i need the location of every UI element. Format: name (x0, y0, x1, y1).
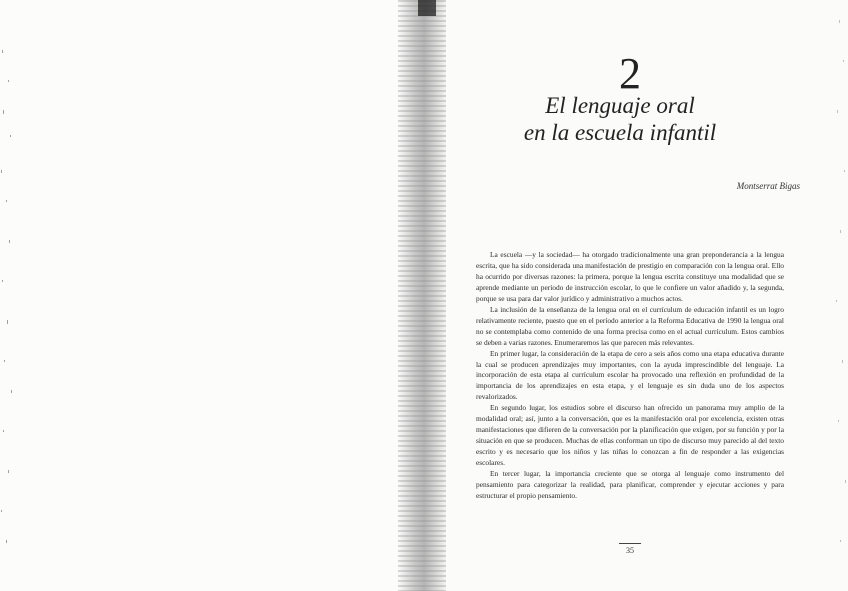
gutter-shadow (418, 0, 436, 16)
page-number: 35 (626, 546, 634, 555)
chapter-number: 2 (619, 49, 641, 98)
chapter-title (480, 92, 760, 146)
page-edge-noise-right (834, 0, 848, 591)
body-text (476, 250, 784, 502)
paragraph: La inclusión de la enseñanza de la lengua oral en el currículum de educación infantil es un logro relativamente reciente, puesto que en el período anterior a la Reforma Educativa de 1990 la lengua oral no se contemplaba como contenido de una forma precisa como en el actual currículum. Estos cambios se deben a varias razones. Enumeraremos las que parecen más relevantes. (476, 304, 784, 347)
paragraph: En tercer lugar, la importancia creciente que se otorga al lenguaje como instrumento del pensamiento para categorizar la realidad, para planificar, comprender y ejecutar acciones y para estructurar el propio pensamiento. (476, 469, 784, 500)
chapter-title-line-2: en la escuela infantil (523, 120, 717, 145)
book-gutter (398, 0, 446, 591)
paragraph: En primer lugar, la consideración de la etapa de cero a seis años como una etapa educativa durante la cual se producen aprendizajes muy importantes, con la ayuda imprescindible del lenguaje. La incorporación de esta etapa al currículum escolar ha provocado una reflexión en profundidad de la importancia de los aprendizajes en esta etapa, y el lenguaje es sin duda uno de los aspectos revalorizados. (476, 348, 784, 402)
chapter-title-line-1: El lenguaje oral (545, 93, 695, 118)
author-name: Montserrat Bigas (736, 181, 800, 191)
page-edge-noise (0, 40, 14, 560)
paragraph: La escuela —y la sociedad— ha otorgado tradicionalmente una gran preponderancia a la lengua escrita, que ha sido considerada una manifestación de prestigio en comparación con la lengua oral. Ello ha ocurrido por diversas razones: la primera, porque la lengua escrita constituye una modalidad que se aprende mediante un período de instrucción escolar, lo que le confiere un valor añadido y, la segunda, porque se usa para dar valor jurídico y administrativo a muchos actos. (476, 250, 784, 303)
page-number-rule (619, 543, 641, 544)
paragraph: En segundo lugar, los estudios sobre el discurso han ofrecido un panorama muy amplio de la modalidad oral; así, junto a la conversación, que es la manifestación oral por excelencia, existen otras manifestaciones que difieren de la conversación por la planificación que exigen, por su función y por la situación en que se producen. Muchas de ellas conforman un tipo de discurso muy parecido al del texto escrito y es necesario que los niños y las niñas lo conozcan a fin de responder a las exigencias escolares. (476, 403, 784, 468)
left-page (0, 0, 420, 591)
